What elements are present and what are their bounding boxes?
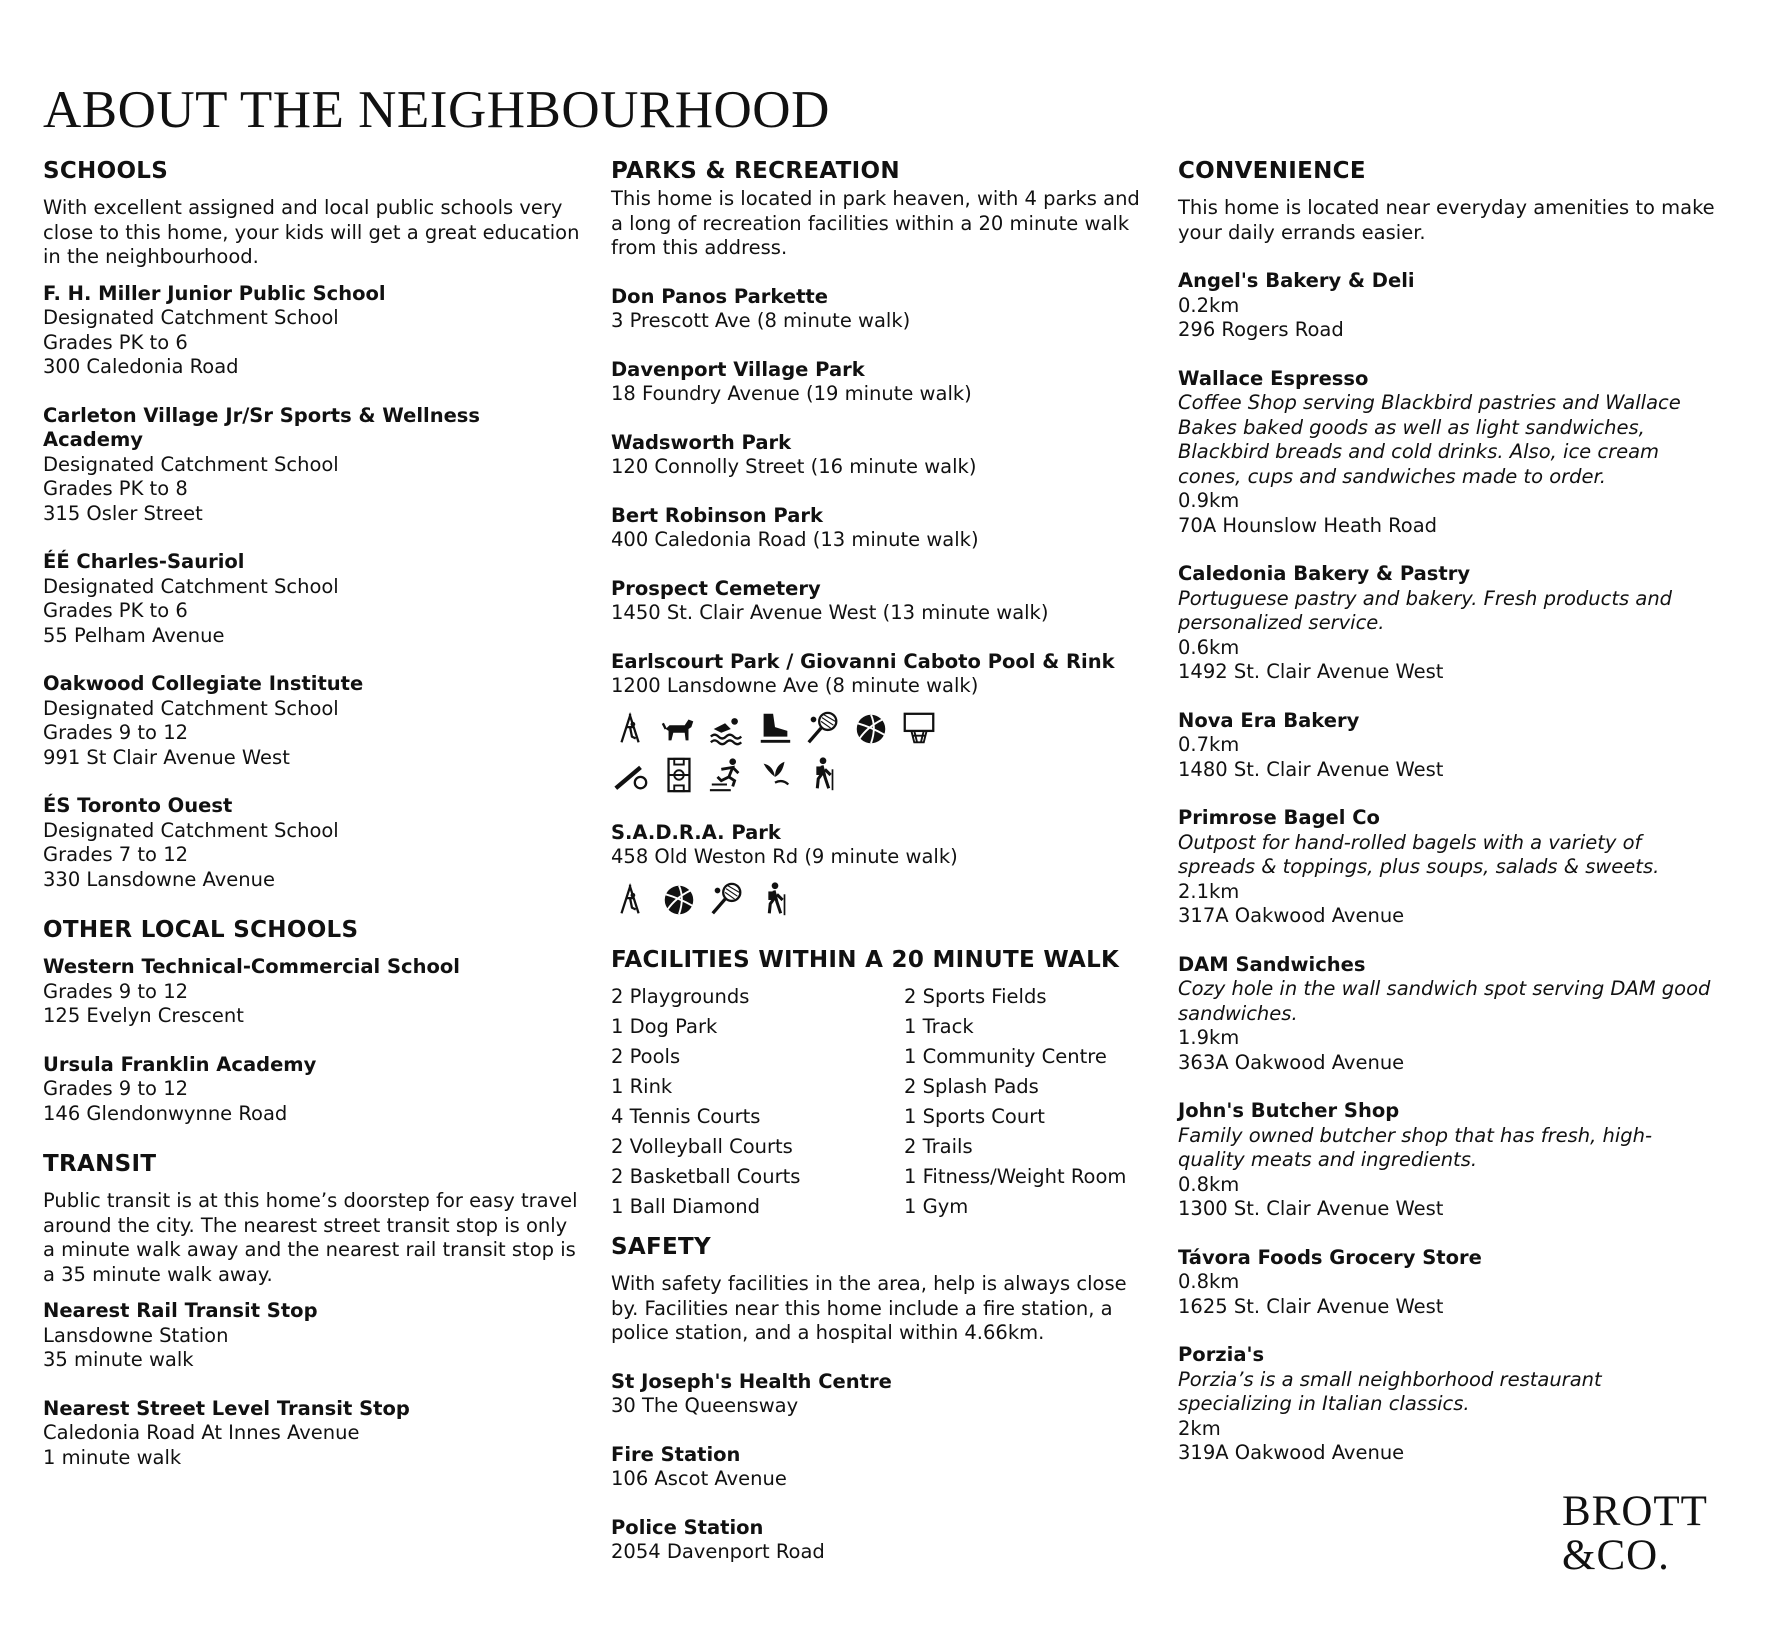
transit-entry-name: Nearest Rail Transit Stop	[43, 1299, 318, 1322]
business-entry	[1178, 953, 1718, 1076]
business-entry-description: Porzia’s is a small neighborhood restaurant specializing in Italian classics.	[1178, 1367, 1602, 1415]
facility-item: 2 Pools	[611, 1044, 681, 1068]
business-entry-detail: 317A Oakwood Avenue	[1178, 904, 1405, 927]
facility-item: 1 Sports Court	[904, 1104, 1045, 1128]
school-entry-name: Carleton Village Jr/Sr Sports & Wellness Academy	[43, 403, 481, 451]
business-entry-detail: 70A Hounslow Heath Road	[1178, 513, 1438, 537]
other-school-entry	[43, 1053, 583, 1127]
facilities-list	[611, 985, 1151, 1220]
business-entry-detail: 319A Oakwood Avenue	[1178, 1441, 1405, 1464]
business-entry-name: Caledonia Bakery & Pastry	[1178, 562, 1471, 585]
safety-heading: SAFETY	[611, 1234, 711, 1260]
business-entry-detail: 2.1km	[1178, 879, 1240, 903]
facility-item: 4 Tennis Courts	[611, 1104, 761, 1128]
parks-heading: PARKS & RECREATION	[611, 158, 900, 184]
business-entry	[1178, 367, 1718, 539]
facility-item: 1 Track	[904, 1014, 974, 1038]
school-entry-detail: 300 Caledonia Road	[43, 355, 239, 378]
transit-entry-name: Nearest Street Level Transit Stop	[43, 1396, 410, 1420]
transit-entry-detail: Caledonia Road At Innes Avenue	[43, 1421, 360, 1444]
school-entry-detail: 330 Lansdowne Avenue	[43, 867, 276, 891]
volleyball-icon	[659, 880, 699, 920]
safety-entry-name: Fire Station	[611, 1442, 741, 1466]
transit-entry	[43, 1397, 583, 1471]
school-entry-name: ÉS Toronto Ouest	[43, 794, 233, 817]
transit-heading: TRANSIT	[43, 1151, 157, 1177]
convenience-intro: This home is located near everyday amenities to make your daily errands easier.	[1178, 196, 1715, 244]
column-left	[43, 157, 583, 1494]
facility-item: 1 Gym	[904, 1194, 969, 1218]
park-entry-name: Prospect Cemetery	[611, 576, 821, 600]
other-school-entry-detail: Grades 9 to 12	[43, 1077, 189, 1100]
school-entry-detail: Designated Catchment School	[43, 306, 339, 329]
facility-item: 2 Basketball Courts	[611, 1164, 801, 1188]
school-entry	[43, 282, 583, 380]
tennis-icon	[803, 709, 843, 749]
park-entry-name: Don Panos Parkette	[611, 284, 828, 308]
facility-item: 1 Rink	[611, 1074, 673, 1098]
school-entry-detail: Designated Catchment School	[43, 574, 339, 598]
park-entry	[611, 650, 1151, 795]
baseball-icon	[611, 755, 651, 795]
tennis-icon	[707, 880, 747, 920]
other-school-entry-detail: 146 Glendonwynne Road	[43, 1101, 288, 1125]
school-entry-name: F. H. Miller Junior Public School	[43, 281, 386, 305]
other-schools-section	[43, 916, 583, 1126]
schools-heading: SCHOOLS	[43, 158, 169, 184]
business-entry-detail: 1492 St. Clair Avenue West	[1178, 660, 1444, 683]
park-entry	[611, 577, 1151, 626]
page-title: ABOUT THE NEIGHBOURHOOD	[43, 81, 830, 139]
business-entry-detail: 296 Rogers Road	[1178, 318, 1344, 341]
swimming-icon	[707, 709, 747, 749]
business-entry-detail: 1.9km	[1178, 1026, 1240, 1049]
playground-icon	[611, 880, 651, 920]
school-entry-detail: Designated Catchment School	[43, 452, 339, 476]
park-entry-name: Davenport Village Park	[611, 357, 865, 381]
other-school-entry	[43, 955, 583, 1029]
transit-section	[43, 1150, 583, 1470]
convenience-heading: CONVENIENCE	[1178, 158, 1366, 184]
skate-icon	[755, 709, 795, 749]
business-entry	[1178, 269, 1718, 343]
safety-entry-name: Police Station	[611, 1515, 764, 1539]
facilities-heading: FACILITIES WITHIN A 20 MINUTE WALK	[611, 946, 1120, 973]
facility-item: 2 Volleyball Courts	[611, 1134, 793, 1158]
parks-section	[611, 157, 1151, 920]
safety-entry-detail: 30 The Queensway	[611, 1394, 799, 1417]
park-entry-detail: 18 Foundry Avenue (19 minute walk)	[611, 382, 972, 405]
school-entry-detail: 55 Pelham Avenue	[43, 623, 225, 647]
business-entry-name: Wallace Espresso	[1178, 366, 1369, 390]
business-entry-name: DAM Sandwiches	[1178, 952, 1366, 976]
business-entry-description: Coffee Shop serving Blackbird pastries and Wallace Bakes baked goods as well as light sandwiches, Blackbird breads and cold drinks. Also, ice cream cones, cups and sandwiches made to order.	[1178, 391, 1681, 488]
business-entry-name: Nova Era Bakery	[1178, 708, 1360, 732]
school-entry-detail: Grades PK to 6	[43, 599, 188, 622]
school-entry-detail: Grades PK to 6	[43, 330, 188, 354]
school-entry	[43, 550, 583, 648]
park-entry-detail: 1200 Lansdowne Ave (8 minute walk)	[611, 674, 979, 697]
splash-pad-icon	[755, 755, 795, 795]
school-entry-detail: Grades 7 to 12	[43, 843, 189, 866]
business-entry-detail: 0.9km	[1178, 489, 1240, 512]
business-entry-name: Porzia's	[1178, 1343, 1265, 1366]
transit-intro: Public transit is at this home’s doorstep for easy travel around the city. The nearest street transit stop is only a minute walk away and the nearest rail transit stop is a 35 minute walk away.	[43, 1189, 578, 1286]
facilities-section	[611, 946, 1151, 1220]
business-entry	[1178, 806, 1718, 929]
facility-item: 1 Fitness/Weight Room	[904, 1164, 1127, 1188]
school-entry	[43, 404, 583, 527]
column-right	[1178, 157, 1718, 1490]
safety-section	[611, 1233, 1151, 1565]
school-entry	[43, 794, 583, 892]
business-entry-detail: 1300 St. Clair Avenue West	[1178, 1197, 1444, 1220]
park-entry	[611, 504, 1151, 553]
business-entry	[1178, 1099, 1718, 1222]
business-entry-detail: 0.7km	[1178, 733, 1240, 756]
hiking-icon	[803, 755, 843, 795]
facility-item: 1 Community Centre	[904, 1044, 1107, 1068]
park-entry	[611, 358, 1151, 407]
transit-entry-detail: Lansdowne Station	[43, 1323, 229, 1347]
park-entry	[611, 431, 1151, 480]
safety-intro: With safety facilities in the area, help is always close by. Facilities near this home include a fire station, a police station, and a hospital within 4.66km.	[611, 1272, 1127, 1344]
other-school-entry-detail: 125 Evelyn Crescent	[43, 1004, 244, 1027]
dog-icon	[659, 709, 699, 749]
basketball-icon	[899, 709, 939, 749]
park-entry	[611, 285, 1151, 334]
business-entry-detail: 2km	[1178, 1416, 1221, 1440]
park-entry-detail: 120 Connolly Street (16 minute walk)	[611, 455, 977, 478]
logo-line-2: &CO.	[1562, 1532, 1670, 1579]
park-entry-detail: 400 Caledonia Road (13 minute walk)	[611, 528, 979, 551]
safety-entry-detail: 2054 Davenport Road	[611, 1540, 825, 1563]
business-entry-name: Primrose Bagel Co	[1178, 806, 1380, 829]
business-entry	[1178, 1246, 1718, 1320]
business-entry-name: Távora Foods Grocery Store	[1178, 1245, 1482, 1269]
convenience-section	[1178, 157, 1718, 1466]
business-entry-detail: 0.2km	[1178, 293, 1240, 317]
school-entry-detail: Designated Catchment School	[43, 696, 339, 720]
transit-entry-detail: 1 minute walk	[43, 1445, 182, 1469]
park-entry-name: Earlscourt Park / Giovanni Caboto Pool & Rink	[611, 649, 1115, 673]
school-entry	[43, 672, 583, 770]
volleyball-icon	[851, 709, 891, 749]
hiking-icon	[755, 880, 795, 920]
business-entry	[1178, 1343, 1718, 1466]
amenity-icons	[611, 709, 951, 795]
school-entry-detail: Grades PK to 8	[43, 477, 188, 500]
school-entry-detail: 315 Osler Street	[43, 501, 203, 525]
school-entry-detail: Grades 9 to 12	[43, 721, 189, 744]
business-entry-name: John's Butcher Shop	[1178, 1099, 1400, 1122]
other-schools-heading: OTHER LOCAL SCHOOLS	[43, 917, 359, 943]
facility-item: 2 Playgrounds	[611, 984, 750, 1008]
other-school-entry-name: Ursula Franklin Academy	[43, 1052, 317, 1076]
business-entry-detail: 1480 St. Clair Avenue West	[1178, 757, 1444, 781]
business-entry-detail: 0.6km	[1178, 635, 1240, 659]
sports-field-icon	[659, 755, 699, 795]
business-entry-description: Family owned butcher shop that has fresh, high-quality meats and ingredients.	[1178, 1123, 1653, 1171]
schools-section	[43, 157, 583, 892]
facility-item: 2 Sports Fields	[904, 984, 1047, 1008]
business-entry-description: Portuguese pastry and bakery. Fresh products and personalized service.	[1178, 586, 1673, 634]
business-entry-description: Outpost for hand-rolled bagels with a variety of spreads & toppings, plus soups, salads & sweets.	[1178, 830, 1660, 878]
business-entry	[1178, 709, 1718, 783]
other-school-entry-name: Western Technical-Commercial School	[43, 955, 460, 978]
school-entry-name: Oakwood Collegiate Institute	[43, 672, 364, 695]
business-entry-description: Cozy hole in the wall sandwich spot serving DAM good sandwiches.	[1178, 977, 1711, 1025]
school-entry-name: ÉÉ Charles-Sauriol	[43, 550, 245, 573]
park-entry-detail: 3 Prescott Ave (8 minute walk)	[611, 309, 911, 332]
safety-entry-detail: 106 Ascot Avenue	[611, 1467, 787, 1490]
column-middle	[611, 157, 1151, 1589]
park-entry-detail: 1450 St. Clair Avenue West (13 minute walk)	[611, 601, 1049, 624]
business-entry-name: Angel's Bakery & Deli	[1178, 269, 1415, 292]
schools-intro: With excellent assigned and local public schools very close to this home, your kids will get a great education in the neighbourhood.	[43, 196, 580, 268]
business-entry-detail: 363A Oakwood Avenue	[1178, 1050, 1405, 1074]
business-entry-detail: 0.8km	[1178, 1270, 1240, 1293]
safety-entry	[611, 1370, 1151, 1419]
school-entry-detail: Designated Catchment School	[43, 818, 339, 842]
amenity-icons	[611, 880, 951, 920]
transit-entry	[43, 1299, 583, 1373]
park-entry-name: Wadsworth Park	[611, 430, 792, 454]
facility-item: 2 Splash Pads	[904, 1074, 1039, 1098]
safety-entry	[611, 1516, 1151, 1565]
logo-line-1: BROTT	[1562, 1488, 1708, 1535]
park-entry-name: Bert Robinson Park	[611, 503, 823, 527]
brott-co-logo	[1562, 1490, 1708, 1578]
playground-icon	[611, 709, 651, 749]
park-entry-name: S.A.D.R.A. Park	[611, 820, 781, 844]
business-entry	[1178, 562, 1718, 685]
school-entry-detail: 991 St Clair Avenue West	[43, 745, 290, 769]
track-icon	[707, 755, 747, 795]
transit-entry-detail: 35 minute walk	[43, 1348, 194, 1371]
facility-item: 1 Dog Park	[611, 1014, 718, 1038]
facility-item: 2 Trails	[904, 1134, 973, 1158]
parks-intro: This home is located in park heaven, with 4 parks and a long of recreation facilities within a 20 minute walk from this address.	[611, 187, 1140, 259]
other-school-entry-detail: Grades 9 to 12	[43, 979, 189, 1003]
business-entry-detail: 0.8km	[1178, 1172, 1240, 1196]
facility-item: 1 Ball Diamond	[611, 1194, 761, 1218]
safety-entry	[611, 1443, 1151, 1492]
park-entry-detail: 458 Old Weston Rd (9 minute walk)	[611, 845, 958, 868]
safety-entry-name: St Joseph's Health Centre	[611, 1369, 892, 1393]
park-entry	[611, 821, 1151, 920]
business-entry-detail: 1625 St. Clair Avenue West	[1178, 1294, 1444, 1318]
